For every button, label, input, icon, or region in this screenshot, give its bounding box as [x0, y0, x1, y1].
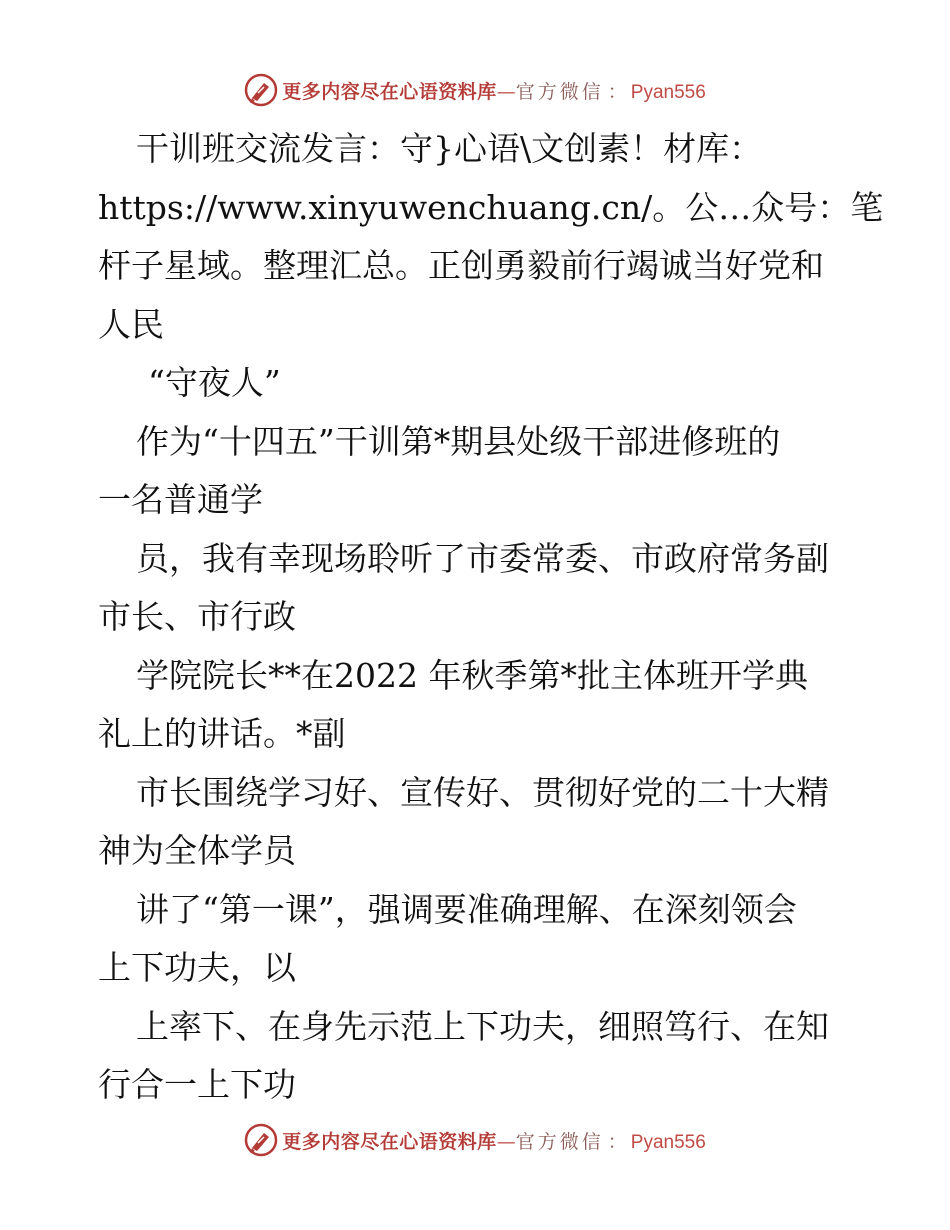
banner-separator: ： — [607, 1130, 627, 1153]
banner-wechat-label: 官方微信 — [515, 1130, 604, 1153]
text-line: 礼上的讲话。*副 — [98, 714, 346, 753]
header-banner — [0, 70, 950, 110]
banner-wechat-id: Pyan556 — [630, 81, 706, 103]
banner-dash: — — [496, 1130, 516, 1153]
banner-main-text: 更多内容尽在心语资料库 — [282, 1130, 497, 1153]
text-line: 一名普通学 — [98, 480, 263, 519]
text-line: 学院院长**在2022 年秋季第*批主体班开学典 — [136, 655, 808, 695]
text-line: 上下功夫，以 — [98, 948, 296, 987]
banner-dash: — — [496, 80, 516, 103]
text-line: 人民 — [98, 304, 164, 344]
banner-separator: ： — [607, 80, 627, 103]
banner-wechat-label: 官方微信 — [515, 80, 604, 103]
text-line: 上率下、在身先示范上下功夫，细照笃行、在知 — [136, 1006, 829, 1046]
text-line: “守夜人” — [148, 363, 281, 402]
text-line: 干训班交流发言：守}心语\文创素！材库： — [136, 129, 763, 168]
banner-text — [282, 1127, 706, 1154]
text-line: 作为“十四五”干训第*期县处级干部进修班的 — [136, 421, 781, 461]
text-line: 神为全体学员 — [98, 831, 296, 870]
document-body — [98, 120, 884, 1115]
banner-main-text: 更多内容尽在心语资料库 — [282, 80, 497, 103]
text-line: https://www.xinyuwenchuang.cn/。公…众号：笔 — [98, 187, 884, 227]
text-line: 市长、市行政 — [98, 597, 296, 636]
banner-text — [282, 77, 706, 104]
banner-wechat-id: Pyan556 — [630, 1131, 706, 1153]
text-line: 杆子星域。整理汇总。正创勇毅前行竭诚当好党和 — [98, 246, 824, 285]
pen-nib-logo-icon — [244, 73, 278, 107]
text-line: 市长围绕学习好、宣传好、贯彻好党的二十大精 — [136, 772, 829, 812]
text-line: 员，我有幸现场聆听了市委常委、市政府常务副 — [136, 538, 829, 578]
pen-nib-logo-icon — [244, 1123, 278, 1157]
text-line: 行合一上下功 — [98, 1065, 296, 1104]
footer-banner — [0, 1120, 950, 1160]
text-line: 讲了“第一课”，强调要准确理解、在深刻领会 — [136, 889, 797, 929]
